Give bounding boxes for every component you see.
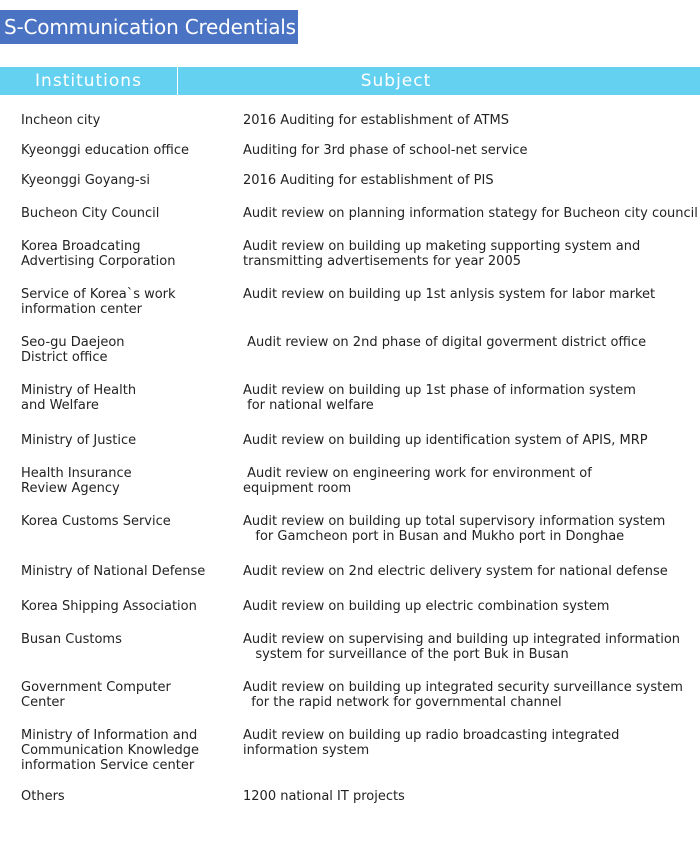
subject-cell: Audit review on building up radio broadcasting integrated information system [243, 728, 620, 758]
subject-cell: 1200 national IT projects [243, 789, 405, 804]
subject-cell: Audit review on 2nd electric delivery system for national defense [243, 564, 668, 579]
subject-cell: Audit review on building up identification system of APIS, MRP [243, 433, 648, 448]
institution-cell: Korea Customs Service [21, 514, 171, 529]
subject-cell: 2016 Auditing for establishment of ATMS [243, 113, 509, 128]
institution-cell: Others [21, 789, 65, 804]
institution-cell: Government Computer Center [21, 680, 171, 710]
institution-cell: Ministry of Health and Welfare [21, 383, 137, 413]
institution-cell: Service of Korea`s work information center [21, 287, 176, 317]
subject-cell: Audit review on building up electric combination system [243, 599, 610, 614]
subject-cell: Audit review on supervising and building up integrated information system for surveillance of the port Buk in Busan [243, 632, 681, 662]
institution-cell: Korea Shipping Association [21, 599, 197, 614]
subject-cell: Audit review on building up 1st anlysis system for labor market [243, 287, 656, 302]
header-subject: Subject [360, 71, 432, 91]
subject-cell: Audit review on building up total supervisory information system for Gamcheon port in Busan and Mukho port in Donghae [243, 514, 666, 544]
institution-cell: Busan Customs [21, 632, 122, 647]
subject-cell: Audit review on building up 1st phase of information system for national welfare [243, 383, 636, 413]
subject-cell: Audit review on engineering work for environment of equipment room [243, 466, 592, 496]
institution-cell: Ministry of Justice [21, 433, 137, 448]
institution-cell: Ministry of Information and Communication Knowledge information Service center [21, 728, 200, 773]
subject-cell: Audit review on building up integrated security surveillance system for the rapid network for governmental channel [243, 680, 683, 710]
subject-cell: Auditing for 3rd phase of school-net service [243, 143, 528, 158]
subject-cell: Audit review on 2nd phase of digital goverment district office [243, 335, 647, 350]
institution-cell: Incheon city [21, 113, 101, 128]
institution-cell: Kyeonggi Goyang-si [21, 173, 150, 188]
institution-cell: Bucheon City Council [21, 206, 160, 221]
institution-cell: Kyeonggi education office [21, 143, 190, 158]
header-institutions: Institutions [35, 71, 142, 91]
institution-cell: Seo-gu Daejeon District office [21, 335, 125, 365]
subject-cell: 2016 Auditing for establishment of PIS [243, 173, 494, 188]
subject-cell: Audit review on planning information stategy for Bucheon city council [243, 206, 698, 221]
institution-cell: Health Insurance Review Agency [21, 466, 132, 496]
institution-cell: Ministry of National Defense [21, 564, 206, 579]
institution-cell: Korea Broadcating Advertising Corporation [21, 239, 176, 269]
page-title: S-Communication Credentials [0, 10, 298, 44]
subject-cell: Audit review on building up maketing supporting system and transmitting advertisements for year 2005 [243, 239, 641, 269]
